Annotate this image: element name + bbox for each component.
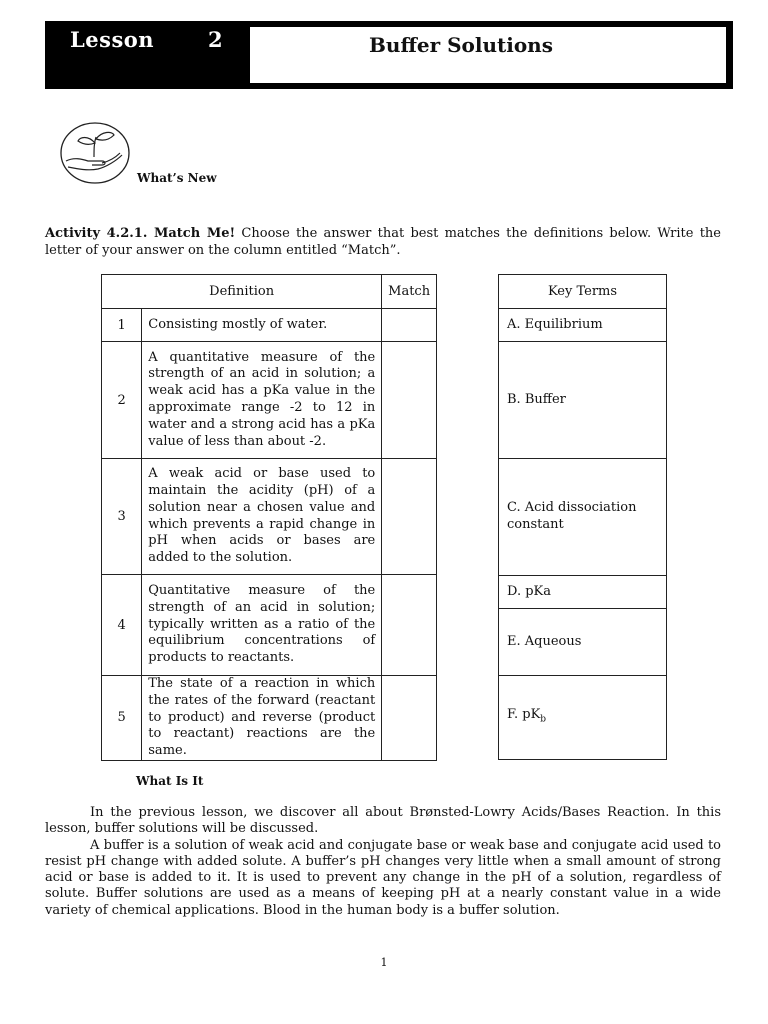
key-term-e: E. Aqueous (499, 609, 667, 676)
definition-cell: The state of a reaction in which the rates of the forward (reactant to product) and reverse (product to reactant) reactions are the same. (142, 676, 382, 761)
definition-cell: Consisting mostly of water. (142, 309, 382, 342)
match-cell[interactable] (382, 309, 437, 342)
definition-cell: A weak acid or base used to maintain the acidity (pH) of a solution near a chosen value and which prevents a rapid change in pH when acids or bases are added to the solution. (142, 459, 382, 575)
page-title: Buffer Solutions (369, 33, 553, 57)
paragraph: A buffer is a solution of weak acid and conjugate base or weak base and conjugate acid used to resist pH change with added solute. A buffer’s pH changes very little when a small amount of strong acid or base is added to it. It is used to prevent any change in the pH of a solution, regardless of solute. Buffer solutions are used as a means of keeping pH at a nearly constant value in a wide variety of chemical applications. Blood in the human body is a buffer solution. (45, 837, 721, 918)
activity-text: Choose the answer that best matches the definitions below. Write the letter of your answer on the column entitled “Match”. (45, 226, 721, 258)
row-number: 2 (102, 342, 142, 459)
match-cell[interactable] (382, 342, 437, 459)
row-number: 4 (102, 575, 142, 676)
activity-label: Activity 4.2.1. Match Me! (45, 226, 236, 241)
key-term-a: A. Equilibrium (499, 309, 667, 342)
definition-table-header (102, 275, 437, 309)
table-row (102, 309, 437, 342)
definition-cell: A quantitative measure of the strength of an acid in solution; a weak acid has a pKa value in the approximate range -2 to 12 in water and a strong acid has a pKa value of less than about -2. (142, 342, 382, 459)
lesson-label: Lesson (70, 27, 155, 52)
paragraph: In the previous lesson, we discover all about Brønsted-Lowry Acids/Bases Reaction. In this lesson, buffer solutions will be discussed. (45, 805, 721, 837)
table-row (102, 575, 437, 676)
table-row (102, 676, 437, 761)
definition-cell: Quantitative measure of the strength of an acid in solution; typically written as a ratio of the equilibrium concentrations of products to reactants. (142, 575, 382, 676)
key-term-d: D. pKa (499, 576, 667, 609)
row-number: 1 (102, 309, 142, 342)
row-number: 3 (102, 459, 142, 575)
definition-table (101, 274, 437, 761)
key-term-b: B. Buffer (499, 342, 667, 459)
key-term-f (499, 676, 667, 760)
key-term-f-subscript: b (540, 714, 547, 725)
key-term-f-label: F. pK (507, 706, 541, 722)
match-cell[interactable] (382, 575, 437, 676)
key-term-c: C. Acid dissociation constant (499, 459, 667, 576)
what-is-it-heading: What Is It (136, 774, 204, 788)
hand-holding-plant-icon (58, 121, 132, 185)
match-column-header: Match (382, 275, 437, 309)
activity-instructions (45, 226, 721, 259)
page-number: 1 (380, 956, 388, 969)
body-text (45, 805, 721, 919)
definition-column-header: Definition (102, 275, 382, 309)
row-number: 5 (102, 676, 142, 761)
match-cell[interactable] (382, 459, 437, 575)
match-cell[interactable] (382, 676, 437, 761)
key-terms-table (498, 274, 667, 760)
key-terms-header: Key Terms (499, 275, 667, 309)
lesson-number: 2 (208, 27, 223, 52)
table-row (102, 459, 437, 575)
whats-new-heading: What’s New (137, 171, 217, 185)
table-row (102, 342, 437, 459)
